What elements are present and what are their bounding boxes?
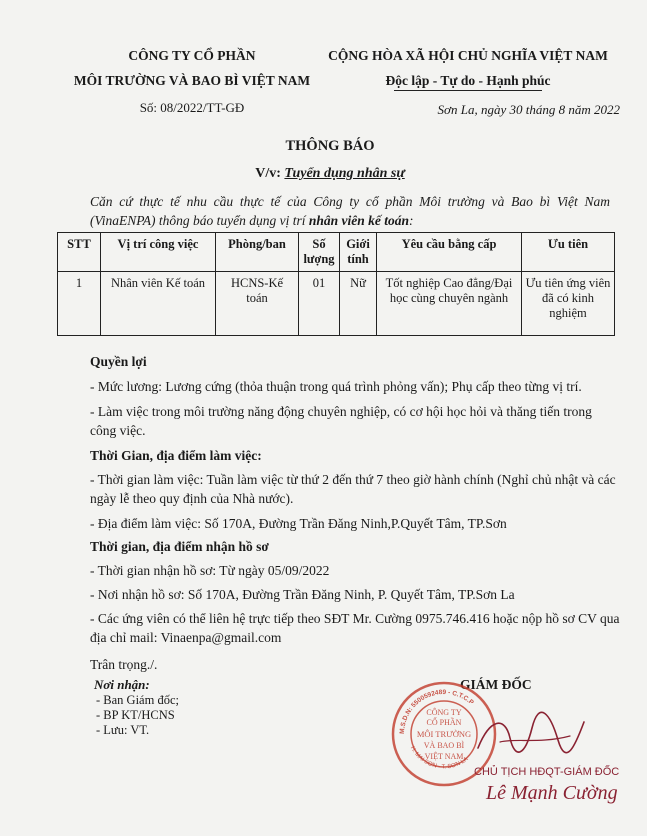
- signer-role: GIÁM ĐỐC: [460, 677, 532, 692]
- seal-ring-top-text: M.S.D.N: 5500592489 - C.T.C.P: [398, 688, 475, 735]
- header-position: Vị trí công việc: [101, 233, 216, 272]
- notice-subject: [180, 166, 480, 182]
- notice-title: THÔNG BÁO: [285, 138, 375, 154]
- recipients-heading: Nơi nhận:: [94, 677, 150, 692]
- application-contact: - Các ứng viên có thể liên hệ trực tiếp theo SĐT Mr. Cường 0975.746.416 hoặc nộp hồ sơ CV qua địa chỉ mail: Vinaenpa@gmail.com: [90, 611, 620, 645]
- closing-text: Trân trọng./.: [90, 657, 158, 672]
- nation-title: CỘNG HÒA XÃ HỘI CHỦ NGHĨA VIỆT NAM: [328, 48, 608, 63]
- header-department: Phòng/ban: [216, 233, 299, 272]
- company-name-line1: CÔNG TY CỔ PHẦN: [128, 48, 256, 63]
- recipient-item: - Ban Giám đốc;: [96, 693, 179, 707]
- application-date: - Thời gian nhận hồ sơ: Từ ngày 05/09/2022: [90, 563, 330, 578]
- cell-department: HCNS-Kế toán: [216, 272, 299, 336]
- doc-number: Số: 08/2022/TT-GĐ: [139, 100, 245, 115]
- intro-position: nhân viên kế toán: [308, 213, 410, 228]
- subject-text: Tuyển dụng nhân sự: [284, 166, 405, 181]
- company-name-line2: MÔI TRƯỜNG VÀ BAO BÌ VIỆT NAM: [73, 73, 311, 88]
- nation-motto: Độc lập - Tự do - Hạnh phúc: [385, 73, 551, 88]
- recipient-item: - BP KT/HCNS: [96, 708, 175, 722]
- handwritten-signature-icon: [470, 708, 590, 760]
- header-quantity: Số lượng: [299, 233, 340, 272]
- cell-quantity: 01: [299, 272, 340, 336]
- table-header-row: [58, 233, 615, 272]
- work-hours: - Thời gian làm việc: Tuần làm việc từ thứ 2 đến thứ 7 theo giờ hành chính (Nghỉ chủ nhật và các ngày lễ theo quy định của Nhà nước).: [90, 472, 616, 506]
- motto-underline: [394, 90, 542, 91]
- intro-paragraph: [90, 192, 610, 230]
- cell-position: Nhân viên Kế toán: [101, 272, 216, 336]
- cell-stt: 1: [58, 272, 101, 336]
- seal-line-1: CÔNG TY: [426, 708, 462, 717]
- table-row: [58, 272, 615, 336]
- application-heading: Thời gian, địa điểm nhận hồ sơ: [90, 539, 269, 554]
- recipients-list: [96, 693, 179, 738]
- seal-line-2: CỔ PHẦN: [426, 718, 462, 727]
- cell-priority: Ưu tiên ứng viên đã có kinh nghiệm: [522, 272, 615, 336]
- subject-prefix: V/v:: [255, 166, 281, 181]
- recipient-item: - Lưu: VT.: [96, 723, 150, 737]
- seal-line-5: VIỆT NAM: [424, 752, 464, 761]
- cell-gender: Nữ: [340, 272, 377, 336]
- intro-text: Căn cứ thực tế nhu cầu thực tế của Công ty cổ phần Môi trường và Bao bì Việt Nam (VinaENPA) thông báo tuyển dụng vị trí: [90, 194, 610, 228]
- workplace-heading: Thời Gian, địa điểm làm việc:: [90, 448, 262, 463]
- cell-qualification: Tốt nghiệp Cao đẳng/Đại học cùng chuyên ngành: [377, 272, 522, 336]
- place-date: Sơn La, ngày 30 tháng 8 năm 2022: [437, 102, 620, 117]
- recruitment-table: [57, 232, 615, 336]
- seal-line-4: VÀ BAO BÌ: [423, 741, 465, 750]
- header-qualification: Yêu cầu bằng cấp: [377, 233, 522, 272]
- header-gender: Giới tính: [340, 233, 377, 272]
- application-place: - Nơi nhận hồ sơ: Số 170A, Đường Trần Đăng Ninh, P. Quyết Tâm, TP.Sơn La: [90, 587, 515, 602]
- header-priority: Ưu tiên: [522, 233, 615, 272]
- intro-end: :: [409, 213, 414, 228]
- seal-line-3: MÔI TRƯỜNG: [416, 729, 472, 739]
- benefit-environment: - Làm việc trong môi trường năng động chuyên nghiệp, có cơ hội học hỏi và thăng tiến trong công việc.: [90, 404, 592, 438]
- signer-title-line: CHỦ TỊCH HĐQT-GIÁM ĐỐC: [474, 766, 620, 778]
- work-location: - Địa điểm làm việc: Số 170A, Đường Trần Đăng Ninh,P.Quyết Tâm, TP.Sơn: [90, 516, 507, 531]
- benefits-heading: Quyền lợi: [90, 354, 147, 369]
- signer-name: Lê Mạnh Cường: [486, 782, 618, 804]
- benefit-salary: - Mức lương: Lương cứng (thỏa thuận trong quá trình phỏng vấn); Phụ cấp theo từng vị trí.: [90, 379, 582, 394]
- header-stt: STT: [58, 233, 101, 272]
- seal-ring-bottom-text: H. MAI SƠN - T. SƠN LA: [408, 745, 470, 771]
